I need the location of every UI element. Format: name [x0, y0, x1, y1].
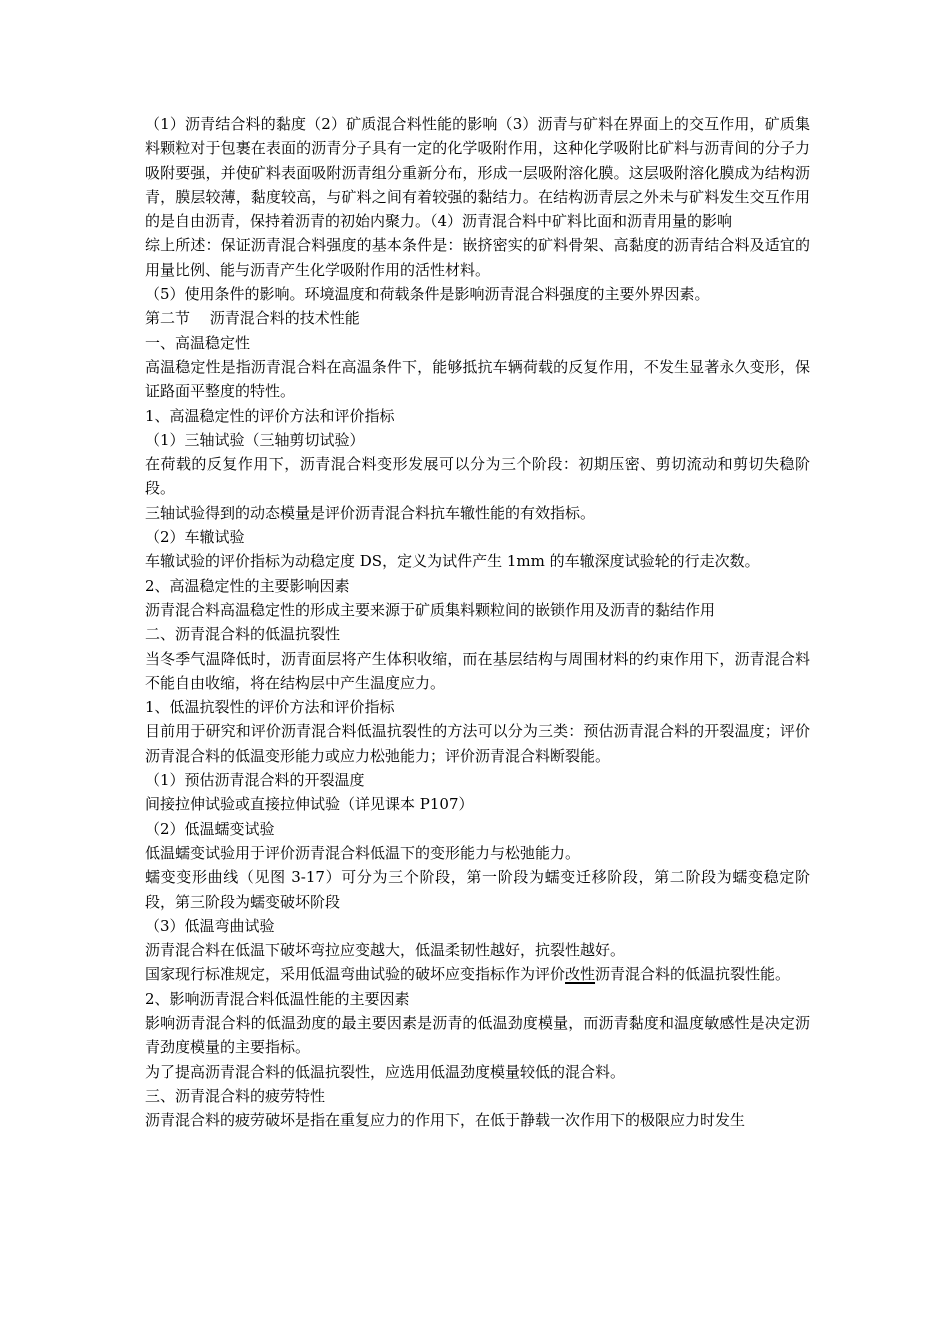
paragraph: 沥青混合料的疲劳破坏是指在重复应力的作用下，在低于静载一次作用下的极限应力时发生 — [145, 1111, 746, 1130]
standard-text-after: 沥青混合料的低温抗裂性能。 — [595, 965, 791, 984]
paragraph: 低温蠕变试验用于评价沥青混合料低温下的变形能力与松弛能力。 — [145, 843, 581, 862]
subsection-heading: 1、高温稳定性的评价方法和评价指标 — [145, 406, 395, 425]
standard-text-before: 国家现行标准规定，采用低温弯曲试验的破坏应变指标作为评价 — [145, 965, 566, 984]
item-heading: （3）低温弯曲试验 — [145, 916, 275, 935]
subsection-heading: 一、高温稳定性 — [145, 333, 251, 352]
item-heading: （2）车辙试验 — [145, 528, 245, 547]
paragraph: 高温稳定性是指沥青混合料在高温条件下，能够抵抗车辆荷载的反复作用，不发生显著永久变形，保证路面平整度的特性。 — [145, 357, 810, 401]
subsection-heading: 1、低温抗裂性的评价方法和评价指标 — [145, 698, 395, 717]
paragraph: 沥青混合料高温稳定性的形成主要来源于矿质集料颗粒间的嵌锁作用及沥青的黏结作用 — [145, 600, 716, 619]
paragraph: 车辙试验的评价指标为动稳定度 DS，定义为试件产生 1mm 的车辙深度试验轮的行走次数。 — [145, 552, 760, 571]
paragraph: 综上所述：保证沥青混合料强度的基本条件是：嵌挤密实的矿料骨架、高黏度的沥青结合料及适宜的用量比例、能与沥青产生化学吸附作用的活性材料。 — [145, 236, 810, 279]
paragraph: 在荷载的反复作用下，沥青混合料变形发展可以分为三个阶段：初期压密、剪切流动和剪切失稳阶段。 — [145, 455, 810, 498]
paragraph: 蠕变变形曲线（见图 3-17）可分为三个阶段，第一阶段为蠕变迁移阶段，第二阶段为蠕变稳定阶段，第三阶段为蠕变破坏阶段 — [145, 868, 810, 911]
item-heading: （1）三轴试验（三轴剪切试验） — [145, 430, 365, 449]
paragraph: 沥青混合料在低温下破坏弯拉应变越大，低温柔韧性越好，抗裂性越好。 — [145, 941, 626, 960]
standard-paragraph — [145, 962, 810, 986]
underlined-term: 改性 — [565, 965, 596, 984]
paragraph: （5）使用条件的影响。环境温度和荷载条件是影响沥青混合料强度的主要外界因素。 — [145, 285, 710, 304]
paragraph: 影响沥青混合料的低温劲度的最主要因素是沥青的低温劲度模量，而沥青黏度和温度敏感性是决定沥青劲度模量的主要指标。 — [145, 1013, 810, 1057]
paragraph: 间接拉伸试验或直接拉伸试验（详见课本 P107） — [145, 795, 474, 814]
section-heading: 第二节 沥青混合料的技术性能 — [145, 309, 360, 328]
item-heading: （2）低温蠕变试验 — [145, 819, 275, 838]
item-heading: （1）预估沥青混合料的开裂温度 — [145, 771, 365, 790]
paragraph: 当冬季气温降低时，沥青面层将产生体积收缩，而在基层结构与周围材料的约束作用下，沥青混合料不能自由收缩，将在结构层中产生温度应力。 — [145, 649, 810, 692]
subsection-heading: 二、沥青混合料的低温抗裂性 — [145, 625, 341, 644]
paragraph: 三轴试验得到的动态模量是评价沥青混合料抗车辙性能的有效指标。 — [145, 503, 596, 522]
paragraph: 目前用于研究和评价沥青混合料低温抗裂性的方法可以分为三类：预估沥青混合料的开裂温度；评价沥青混合料的低温变形能力或应力松弛能力；评价沥青混合料断裂能。 — [145, 722, 810, 765]
subsection-heading: 2、高温稳定性的主要影响因素 — [145, 576, 350, 595]
paragraph: （1）沥青结合料的黏度（2）矿质混合料性能的影响（3）沥青与矿料在界面上的交互作用，矿质集料颗粒对于包裹在表面的沥青分子具有一定的化学吸附作用，这种化学吸附比矿料与沥青间的分子力吸附要强，并使矿料表面吸附沥青组分重新分布，形成一层吸附溶化膜。这层吸附溶化膜成为结构沥青，膜层较薄，黏度较高，与矿料之间有着较强的黏结力。在结构沥青层之外未与矿料发生交互作用的是自由沥青，保持着沥青的初始内聚力。（4）沥青混合料中矿料比面和沥青用量的影响 — [145, 115, 810, 231]
document-page — [145, 112, 810, 1132]
paragraph: 为了提高沥青混合料的低温抗裂性，应选用低温劲度模量较低的混合料。 — [145, 1062, 626, 1081]
subsection-heading: 2、影响沥青混合料低温性能的主要因素 — [145, 989, 410, 1008]
subsection-heading: 三、沥青混合料的疲劳特性 — [145, 1086, 326, 1105]
